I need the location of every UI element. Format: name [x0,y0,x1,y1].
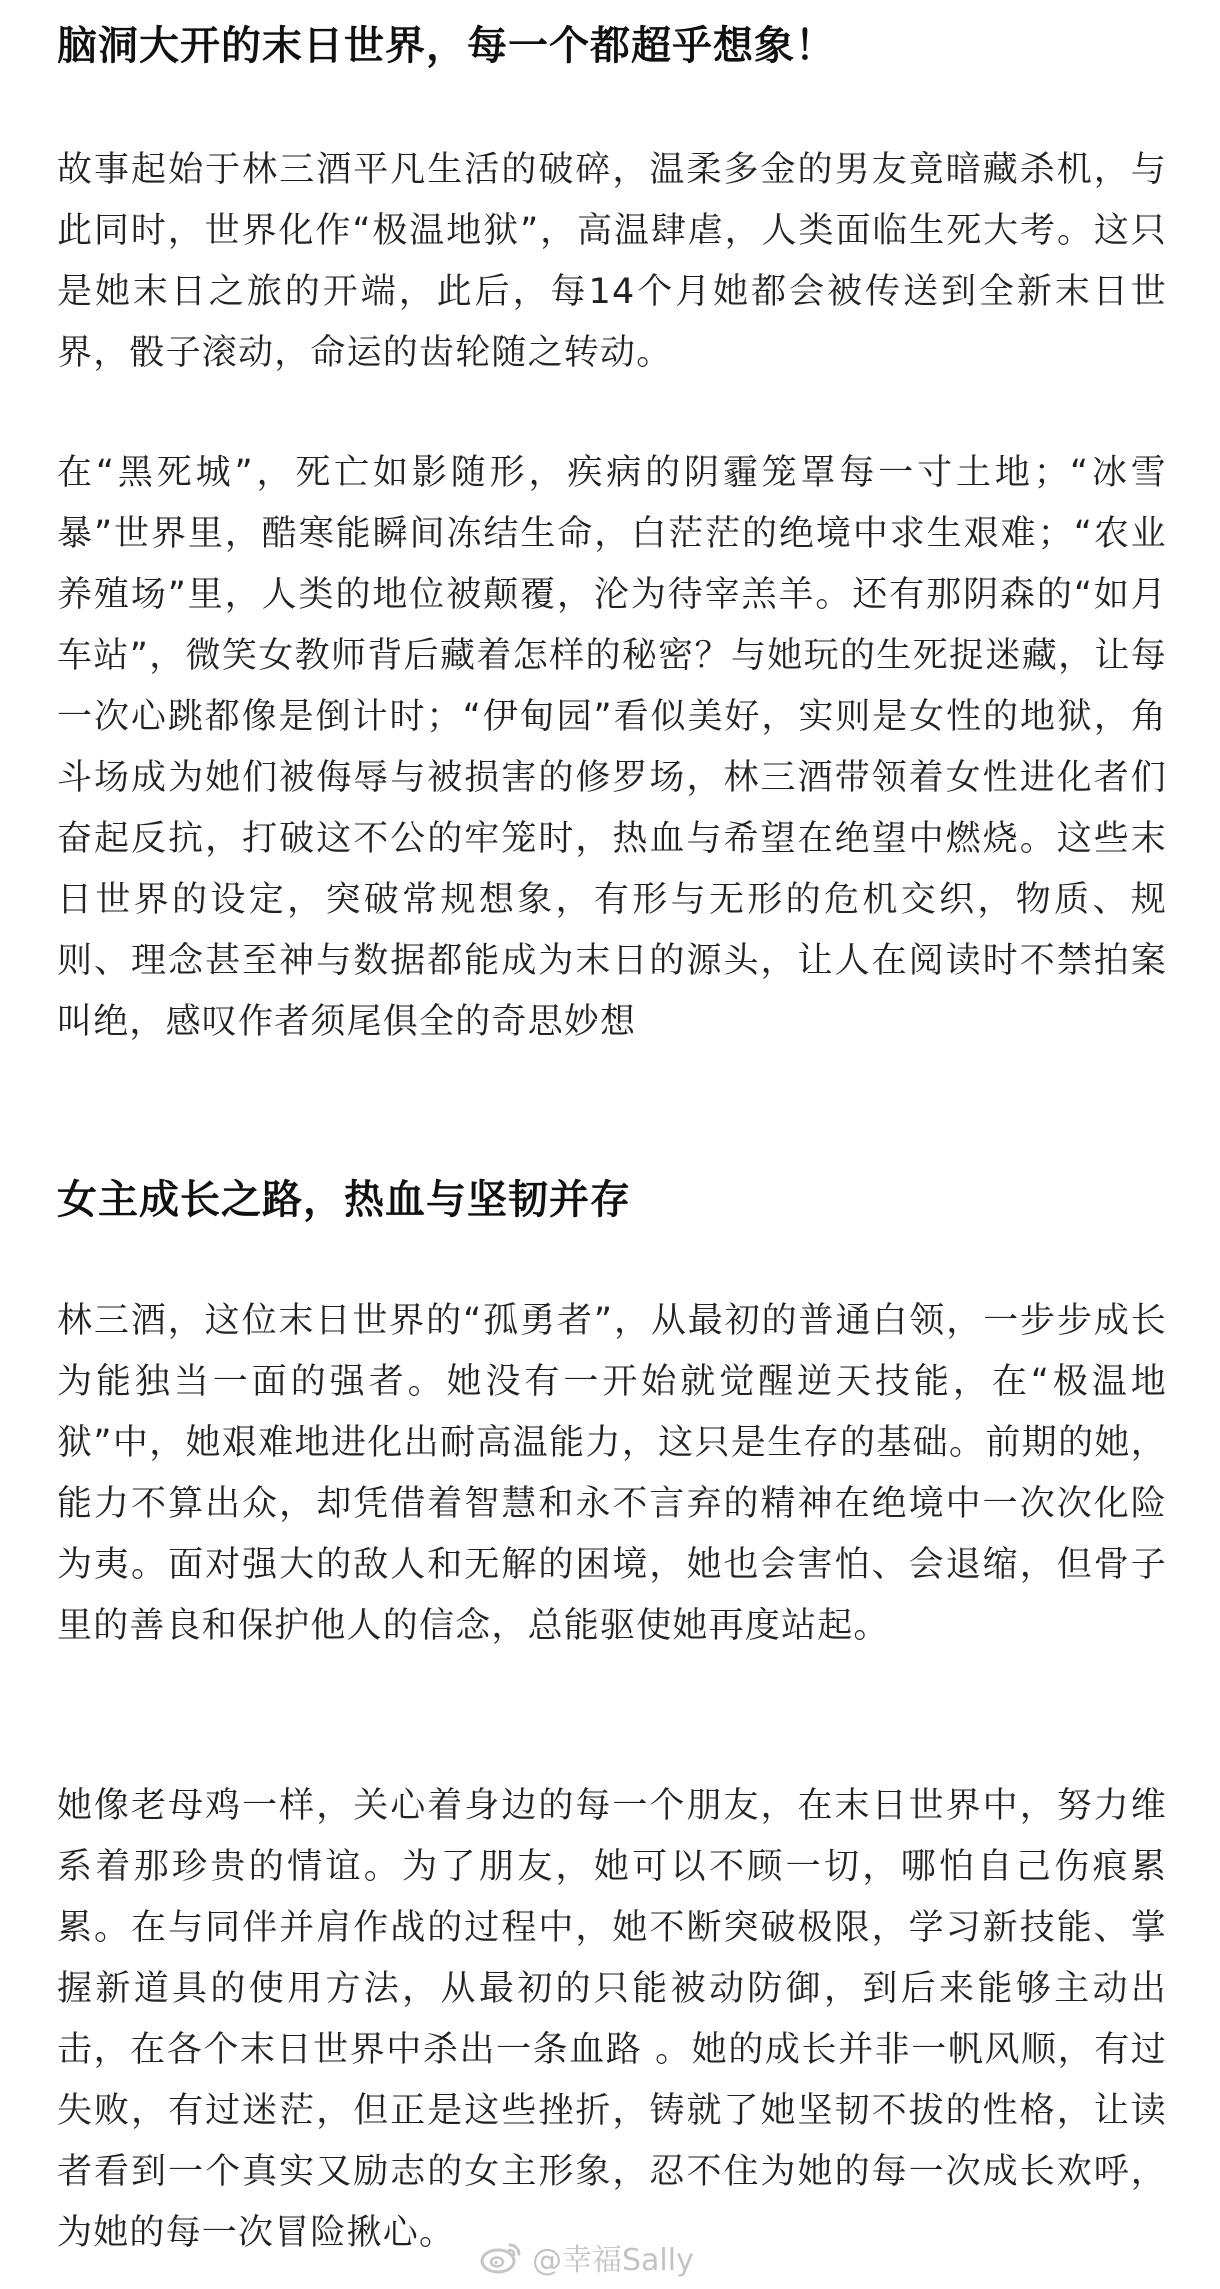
watermark [480,2235,694,2279]
paragraph-heroine-intro: 林三酒，这位末日世界的“孤勇者”，从最初的普通白领，一步步成长为能独当一面的强者。她没有一开始就觉醒逆天技能，在“极温地狱”中，她艰难地进化出耐高温能力，这只是生存的基础。前期的她，能力不算出众，却凭借着智慧和永不言弃的精神在绝境中一次次化险为夷。面对强大的敌人和无解的困境，她也会害怕、会退缩，但骨子里的善良和保护他人的信念，总能驱使她再度站起。 [57,1301,1167,1646]
paragraph-heroine-friendship: 她像老母鸡一样，关心着身边的每一个朋友，在末日世界中，努力维系着那珍贵的情谊。为了朋友，她可以不顾一切，哪怕自己伤痕累累。在与同伴并肩作战的过程中，她不断突破极限，学习新技能、掌握新道具的使用方法，从最初的只能被动防御，到后来能够主动出击，在各个末日世界中杀出一条血路 。她的成长并非一帆风顺，有过失败，有过迷茫，但正是这些挫折，铸就了她坚韧不拔的性格，让读者看到一个真实又励志的女主形象，忍不住为她的每一次成长欢呼，为她的每一次冒险揪心。 [57,1786,1167,2253]
paragraph-story-opening: 故事起始于林三酒平凡生活的破碎，温柔多金的男友竟暗藏杀机，与此同时，世界化作“极温地狱”，高温肆虐，人类面临生死大考。这只是她末日之旅的开端，此后，每14个月她都会被传送到全新末日世界，骰子滚动，命运的齿轮随之转动。 [57,150,1167,373]
section-heading-heroine-growth: 女主成长之路，热血与坚韧并存 [57,1177,631,1223]
section-heading-doomsday-worlds: 脑洞大开的末日世界，每一个都超乎想象！ [57,23,836,69]
watermark-text: @幸福Sally [532,2243,694,2278]
paragraph-world-settings: 在“黑死城”，死亡如影随形，疾病的阴霾笼罩每一寸土地；“冰雪暴”世界里，酷寒能瞬间冻结生命，白茫茫的绝境中求生艰难；“农业养殖场”里，人类的地位被颠覆，沦为待宰羔羊。还有那阴森的“如月车站”，微笑女教师背后藏着怎样的秘密？与她玩的生死捉迷藏，让每一次心跳都像是倒计时；“伊甸园”看似美好，实则是女性的地狱，角斗场成为她们被侮辱与被损害的修罗场，林三酒带领着女性进化者们奋起反抗，打破这不公的牢笼时，热血与希望在绝望中燃烧。这些末日世界的设定，突破常规想象，有形与无形的危机交织，物质、规则、理念甚至神与数据都能成为末日的源头，让人在阅读时不禁拍案叫绝，感叹作者须尾俱全的奇思妙想 [57,453,1167,1042]
weibo-logo-icon [480,2239,522,2275]
